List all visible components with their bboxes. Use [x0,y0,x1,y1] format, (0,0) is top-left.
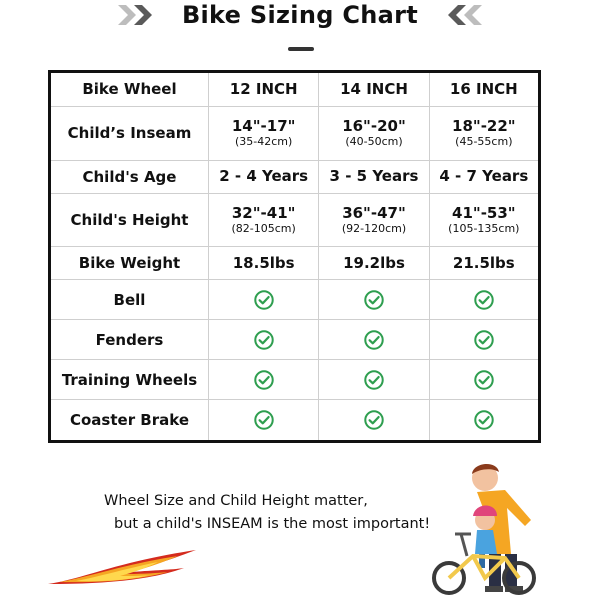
row-label: Coaster Brake [50,400,209,442]
row-label: Bell [50,280,209,320]
table-row [50,280,540,320]
cell-value: 18.5lbs [232,253,295,272]
check-circle-icon [253,330,275,348]
column-header: 16 INCH [429,72,539,107]
table-cell [429,247,539,280]
table-cell [319,106,429,160]
table-row [50,320,540,360]
title-row [0,0,600,30]
cell-value: 41"-53" [452,204,516,222]
table-cell [319,280,429,320]
table-row [50,360,540,400]
cell-value: 2 - 4 Years [219,167,309,186]
table-cell [429,160,539,193]
row-label: Training Wheels [50,360,209,400]
table-cell [429,320,539,360]
check-circle-icon [473,330,495,348]
cell-metric-value: (82-105cm) [231,222,296,235]
column-header: 14 INCH [319,72,429,107]
table-row [50,400,540,442]
row-label: Child's Height [50,193,209,247]
row-label: Bike Wheel [50,72,209,107]
check-circle-icon [473,370,495,388]
title-divider [288,47,314,51]
parent-child-bike-illustration [427,458,557,598]
sizing-table [48,70,541,443]
table-header-row [50,72,540,107]
table-cell [209,360,319,400]
cell-metric-value: (105-135cm) [448,222,520,235]
cell-value: 18"-22" [452,117,516,136]
chevron-right-icon [118,3,162,27]
cell-metric-value: (40-50cm) [345,135,403,149]
cell-metric-value: (35-42cm) [235,135,293,149]
table-cell [319,247,429,280]
column-header: 12 INCH [209,72,319,107]
note-line-1: Wheel Size and Child Height matter, [104,493,368,509]
cell-value: 21.5lbs [452,253,515,272]
check-circle-icon [363,370,385,388]
table-cell [429,193,539,247]
row-label: Child's Age [50,160,209,193]
check-circle-icon [363,411,385,429]
cell-value: 16"-20" [342,117,406,136]
check-circle-icon [253,370,275,388]
table-cell [209,193,319,247]
table-cell [429,360,539,400]
cell-value: 4 - 7 Years [439,167,529,186]
flame-decoration [46,548,201,588]
table-cell [209,247,319,280]
table-cell [319,400,429,442]
cell-value: 32"-41" [231,204,296,222]
table-row [50,247,540,280]
check-circle-icon [473,411,495,429]
chevron-left-icon [438,3,482,27]
table-cell [209,280,319,320]
cell-value: 36"-47" [342,204,406,222]
row-label: Bike Weight [50,247,209,280]
table-cell [429,280,539,320]
table-cell [209,160,319,193]
row-label: Child’s Inseam [50,106,209,160]
cell-value: 14"-17" [231,117,296,136]
table-row [50,193,540,247]
table-cell [209,320,319,360]
cell-value: 3 - 5 Years [329,167,419,186]
check-circle-icon [363,290,385,308]
cell-value: 19.2lbs [343,253,405,272]
table-cell [319,360,429,400]
cell-metric-value: (92-120cm) [341,222,407,235]
cell-metric-value: (45-55cm) [455,135,513,149]
table-cell [209,400,319,442]
table-cell [209,106,319,160]
check-circle-icon [253,290,275,308]
note-line-2: but a child's INSEAM is the most important! [114,516,431,532]
table-row [50,160,540,193]
table-cell [429,106,539,160]
check-circle-icon [473,290,495,308]
check-circle-icon [363,330,385,348]
page-title: Bike Sizing Chart [181,1,419,29]
row-label: Fenders [50,320,209,360]
table-cell [319,160,429,193]
table-cell [319,193,429,247]
table-cell [319,320,429,360]
table-cell [429,400,539,442]
table-row [50,106,540,160]
check-circle-icon [253,411,275,429]
